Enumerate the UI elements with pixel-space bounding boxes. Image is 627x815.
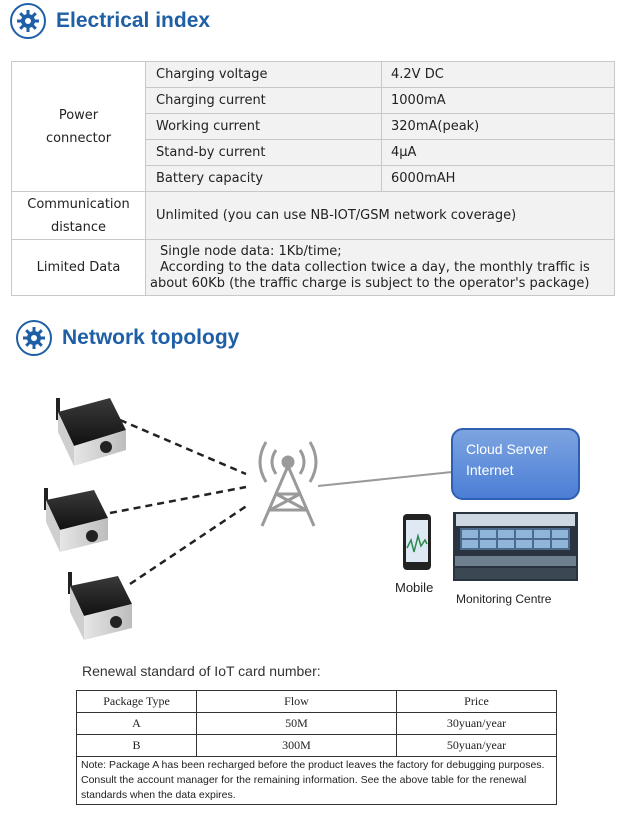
- gear-icon: [10, 3, 46, 39]
- communication-distance-cell: Communication distance: [12, 192, 146, 240]
- electrical-index-header: [10, 3, 210, 39]
- link-line: [120, 420, 246, 474]
- communication-value: Unlimited (you can use NB-IOT/GSM network coverage): [146, 192, 615, 240]
- section-title: Electrical index: [56, 9, 211, 32]
- wireless-links: [110, 420, 248, 584]
- limited-data-cell: Limited Data: [12, 240, 146, 296]
- sensor-device: [68, 572, 132, 640]
- table-row: [77, 713, 557, 735]
- sensor-device: [44, 488, 108, 552]
- column-header: Package Type: [77, 691, 197, 713]
- param-value: 4μA: [382, 140, 615, 166]
- param-value: 4.2V DC: [382, 62, 615, 88]
- param-name: Working current: [146, 114, 382, 140]
- table-cell: 300M: [197, 735, 397, 757]
- renewal-table: [76, 690, 557, 805]
- table-cell: 30yuan/year: [397, 713, 557, 735]
- table-row: [77, 757, 557, 805]
- cell-tower-icon: [260, 442, 316, 526]
- limited-data-value: Single node data: 1Kb/time; According to the data collection twice a day, the monthly traffic is about 60Kb (the traffic charge is subject to the operator's package): [146, 240, 615, 296]
- param-value: 1000mA: [382, 88, 615, 114]
- link-line: [110, 487, 246, 513]
- column-header: Price: [397, 691, 557, 713]
- mobile-phone-icon: [403, 514, 431, 570]
- topology-diagram: [0, 380, 627, 650]
- power-connector-cell: Power connector: [12, 62, 146, 192]
- param-name: Charging voltage: [146, 62, 382, 88]
- monitoring-centre-image: [453, 512, 578, 581]
- param-value: 6000mAH: [382, 166, 615, 192]
- network-topology-header: [16, 320, 239, 356]
- sensor-device: [56, 398, 126, 466]
- table-cell: B: [77, 735, 197, 757]
- param-name: Battery capacity: [146, 166, 382, 192]
- table-row: [12, 192, 615, 240]
- server-link-line: [318, 472, 452, 486]
- mobile-caption: Mobile: [395, 580, 434, 595]
- renewal-note: Note: Package A has been recharged before the product leaves the factory for debugging purposes. Consult the account manager for the remaining information. See the above table for the renewal standards when the data expires.: [77, 757, 557, 805]
- table-row: [12, 62, 615, 88]
- electrical-table: [11, 61, 615, 296]
- table-row: [77, 735, 557, 757]
- section-title: Network topology: [62, 326, 240, 349]
- renewal-title: Renewal standard of IoT card number:: [82, 663, 321, 679]
- param-name: Stand-by current: [146, 140, 382, 166]
- param-value: 320mA(peak): [382, 114, 615, 140]
- column-header: Flow: [197, 691, 397, 713]
- gear-icon: [16, 320, 52, 356]
- link-line: [130, 505, 248, 584]
- table-cell: 50M: [197, 713, 397, 735]
- table-cell: 50yuan/year: [397, 735, 557, 757]
- param-name: Charging current: [146, 88, 382, 114]
- table-row: [12, 240, 615, 296]
- monitoring-centre-caption: Monitoring Centre: [456, 592, 552, 606]
- table-header-row: [77, 691, 557, 713]
- table-cell: A: [77, 713, 197, 735]
- cloud-server-box: Cloud Server Internet: [451, 428, 580, 500]
